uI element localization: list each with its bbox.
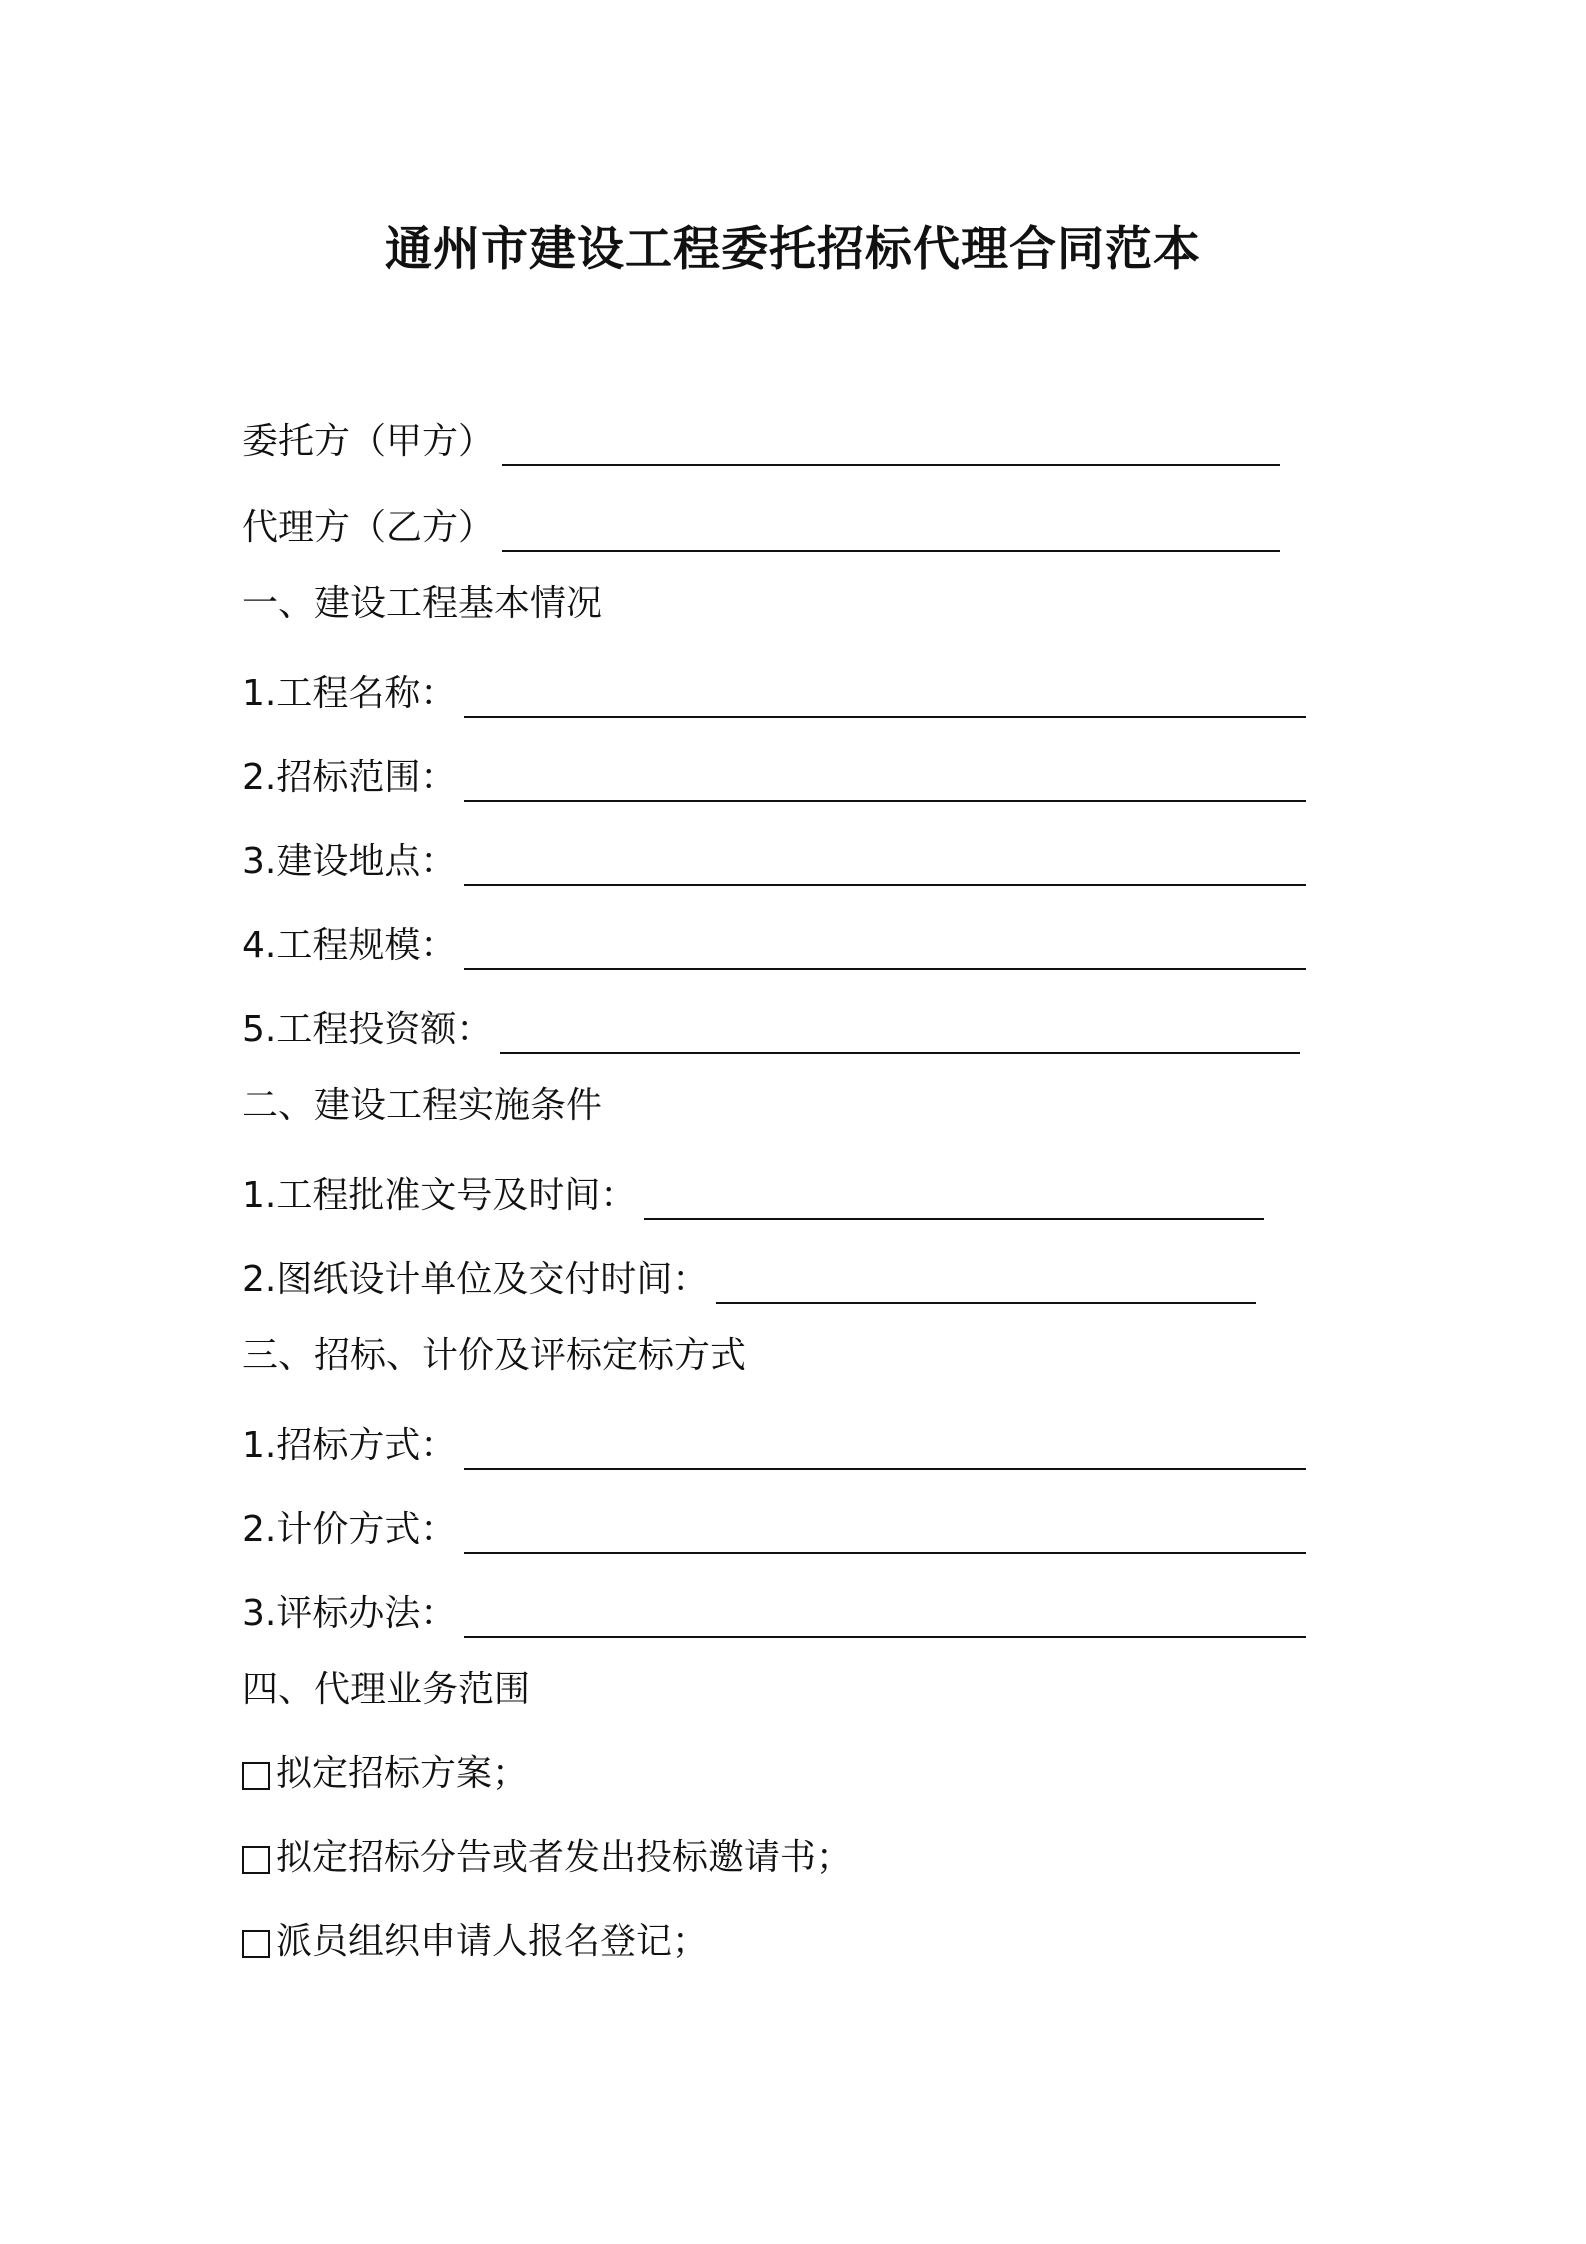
field-label: 3.建设地点： — [242, 841, 457, 882]
option-row[interactable] — [242, 1750, 528, 1798]
party-client-blank[interactable] — [502, 430, 1280, 466]
section-3-heading — [242, 1332, 746, 1380]
field-blank[interactable] — [464, 934, 1306, 970]
field-label: 2.计价方式： — [242, 1509, 457, 1550]
party-agent-blank[interactable] — [502, 516, 1280, 552]
field-blank[interactable] — [500, 1018, 1300, 1054]
page-title: 通州市建设工程委托招标代理合同范本 — [385, 222, 1201, 277]
checkbox[interactable] — [242, 1846, 270, 1874]
section-3-heading-text: 三、招标、计价及评标定标方式 — [242, 1335, 747, 1376]
field-blank[interactable] — [716, 1268, 1256, 1304]
option-row[interactable] — [242, 1918, 708, 1966]
field-blank[interactable] — [464, 1602, 1306, 1638]
field-row — [242, 754, 1306, 802]
field-row — [242, 1422, 1306, 1470]
field-blank[interactable] — [464, 682, 1306, 718]
option-row[interactable] — [242, 1834, 852, 1882]
field-row — [242, 922, 1306, 970]
checkbox[interactable] — [242, 1930, 270, 1958]
section-2-heading-text: 二、建设工程实施条件 — [242, 1085, 603, 1126]
field-label: 1.工程名称： — [242, 673, 457, 714]
section-4-heading-text: 四、代理业务范围 — [242, 1669, 531, 1710]
option-label: 派员组织申请人报名登记； — [276, 1921, 709, 1962]
field-label: 1.招标方式： — [242, 1425, 457, 1466]
section-1-heading — [242, 580, 602, 628]
field-blank[interactable] — [464, 1518, 1306, 1554]
field-label: 3.评标办法： — [242, 1593, 457, 1634]
field-blank[interactable] — [464, 1434, 1306, 1470]
field-label: 5.工程投资额： — [242, 1009, 493, 1050]
option-label: 拟定招标分告或者发出投标邀请书； — [276, 1837, 853, 1878]
party-client-label: 委托方（甲方） — [242, 421, 495, 462]
field-row — [242, 1506, 1306, 1554]
option-label: 拟定招标方案； — [276, 1753, 529, 1794]
field-row — [242, 1256, 1256, 1304]
field-row — [242, 1172, 1264, 1220]
field-label: 2.招标范围： — [242, 757, 457, 798]
field-blank[interactable] — [464, 850, 1306, 886]
party-agent-label: 代理方（乙方） — [242, 507, 495, 548]
field-row — [242, 1590, 1306, 1638]
section-1-heading-text: 一、建设工程基本情况 — [242, 583, 603, 624]
field-blank[interactable] — [464, 766, 1306, 802]
checkbox[interactable] — [242, 1762, 270, 1790]
section-4-heading — [242, 1666, 530, 1714]
party-client-row — [242, 418, 1280, 466]
party-agent-row — [242, 504, 1280, 552]
field-label: 1.工程批准文号及时间： — [242, 1175, 637, 1216]
field-row — [242, 838, 1306, 886]
field-label: 4.工程规模： — [242, 925, 457, 966]
field-row — [242, 670, 1306, 718]
field-row — [242, 1006, 1300, 1054]
section-2-heading — [242, 1082, 602, 1130]
field-label: 2.图纸设计单位及交付时间： — [242, 1259, 709, 1300]
field-blank[interactable] — [644, 1184, 1264, 1220]
